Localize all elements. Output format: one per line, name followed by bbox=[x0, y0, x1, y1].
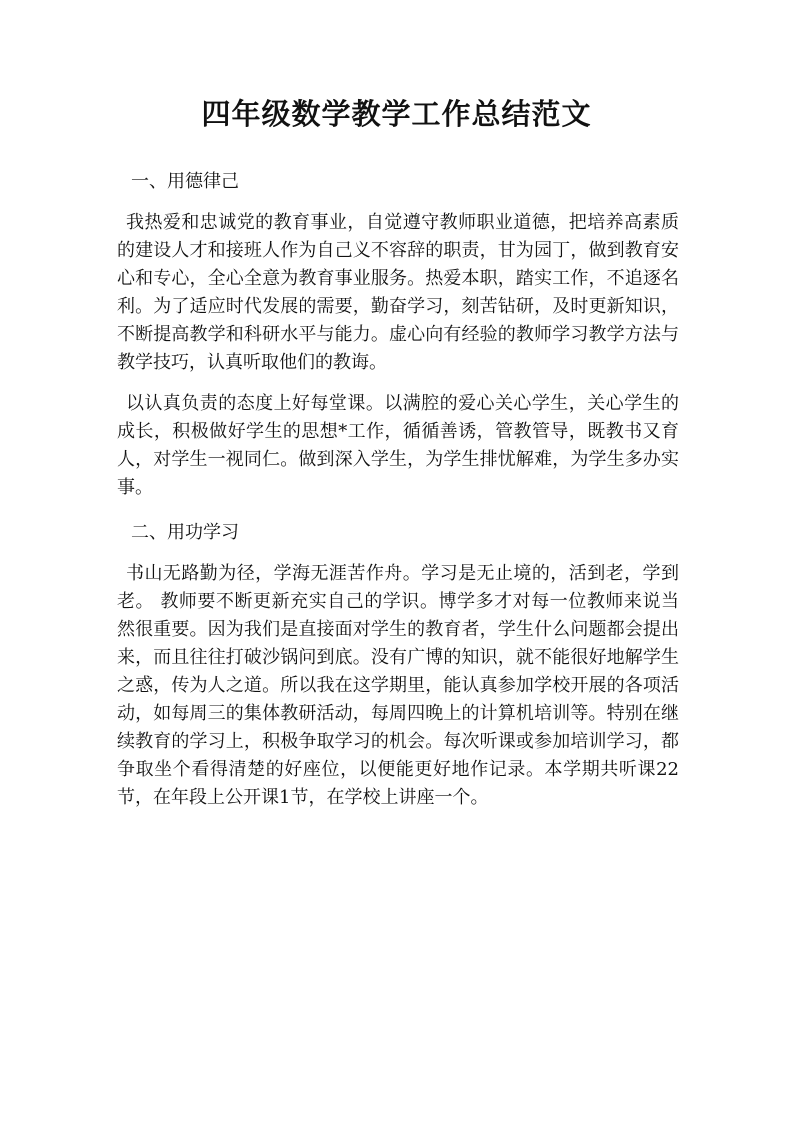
section-1-paragraph-2: 以认真负责的态度上好每堂课。以满腔的爱心关心学生，关心学生的成长，积极做好学生的思想*工作，循循善诱，管教管导，既教书又育人，对学生一视同仁。做到深入学生，为学生排忧解难，为学生多办实事。 bbox=[117, 393, 679, 498]
section-heading-1: 一、用德律己 bbox=[131, 171, 239, 192]
document-body bbox=[117, 168, 679, 825]
document-title: 四年级数学教学工作总结范文 bbox=[201, 97, 592, 131]
section-1-paragraph-1: 我热爱和忠诚党的教育事业，自觉遵守教师职业道德，把培养高素质的建设人才和接班人作为自己义不容辞的职责，甘为园丁，做到教育安心和专心，全心全意为教育事业服务。热爱本职，踏实工作，不追逐名利。为了适应时代发展的需要，勤奋学习，刻苦钻研，及时更新知识，不断提高教学和科研水平与能力。虚心向有经验的教师学习教学方法与教学技巧，认真听取他们的教诲。 bbox=[117, 212, 679, 373]
section-heading-2: 二、用功学习 bbox=[131, 522, 239, 543]
section-2-paragraph-1: 书山无路勤为径，学海无涯苦作舟。学习是无止境的，活到老，学到老。 教师要不断更新充实自己的学识。博学多才对每一位教师来说当然很重要。因为我们是直接面对学生的教育者，学生什么问题都会提出来，而且往往打破沙锅问到底。没有广博的知识，就不能很好地解学生之惑，传为人之道。所以我在这学期里，能认真参加学校开展的各项活动，如每周三的集体教研活动，每周四晚上的计算机培训等。特别在继续教育的学习上，积极争取学习的机会。每次听课或参加培训学习，都争取坐个看得清楚的好座位，以便能更好地作记录。本学期共听课22节，在年段上公开课1节，在学校上讲座一个。 bbox=[117, 563, 679, 808]
